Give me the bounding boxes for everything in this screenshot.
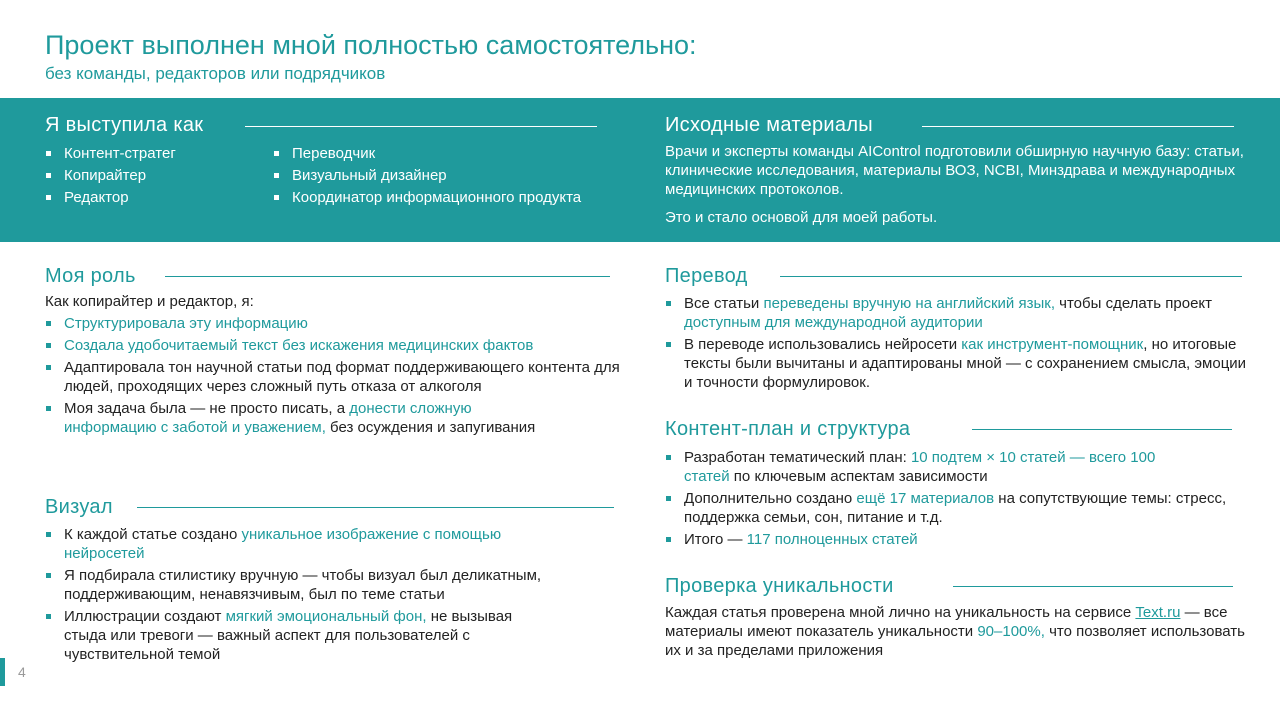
list-item: Адаптировала тон научной статьи под формат поддерживающего контента для людей, проходящих через сложный путь отказа от алкоголя <box>45 358 624 396</box>
text-run: Каждая статья проверена мной лично на уникальность на сервисе <box>665 604 1136 621</box>
highlight-text: ещё 17 материалов <box>856 490 995 507</box>
my-role-intro: Как копирайтер и редактор, я: <box>45 293 254 310</box>
text-run: Иллюстрации создают <box>64 608 226 625</box>
list-item: Я подбирала стилистику вручную — чтобы визуал был деликатным, поддерживающим, ненавязчивым, был по теме статьи <box>45 566 649 604</box>
textru-link[interactable]: Text.ru <box>1135 604 1181 621</box>
translation-divider <box>780 276 1242 277</box>
text-run: без осуждения и запугивания <box>325 419 536 436</box>
roles-list-2 <box>273 144 588 210</box>
content-plan-list <box>665 448 1255 552</box>
highlight-text: 10 подтем × 10 статей — всего 100 статей <box>684 449 1156 485</box>
list-item <box>45 399 544 437</box>
role-item: Копирайтер <box>45 166 255 185</box>
list-item <box>665 448 1194 486</box>
text-run: по ключевым аспектам зависимости <box>729 468 988 485</box>
intro-band <box>0 98 1280 242</box>
roles-heading: Я выступила как <box>45 114 204 136</box>
highlight-text: 90–100%, <box>977 623 1045 640</box>
uniqueness-divider <box>953 586 1233 587</box>
text-run: — все материалы имеют показатель уникальности <box>665 604 1228 640</box>
text-run: Разработан тематический план: <box>684 449 911 466</box>
my-role-heading: Моя роль <box>45 265 136 287</box>
list-item <box>45 525 524 563</box>
sources-heading: Исходные материалы <box>665 114 873 136</box>
text-run: на сопутствующие темы: стресс, поддержка семьи, сон, питание и т.д. <box>684 490 1227 526</box>
page-number: 4 <box>18 664 26 680</box>
list-item <box>665 489 1244 527</box>
highlight-text: уникальное изображение с помощью нейросетей <box>64 526 502 562</box>
highlight-text: 117 полноценных статей <box>746 531 918 548</box>
list-item <box>45 607 524 664</box>
sources-divider <box>922 126 1234 127</box>
highlight-text: доступным для международной аудитории <box>684 314 983 331</box>
translation-heading: Перевод <box>665 265 748 287</box>
role-item: Редактор <box>45 188 255 207</box>
role-item: Визуальный дизайнер <box>273 166 588 185</box>
text-run: Итого — <box>684 531 747 548</box>
uniqueness-heading: Проверка уникальности <box>665 575 894 597</box>
list-item <box>665 530 1255 549</box>
visual-divider <box>137 507 614 508</box>
page-marker <box>0 658 5 686</box>
list-item: Создала удобочитаемый текст без искажения медицинских фактов <box>45 336 635 355</box>
page-title: Проект выполнен мной полностью самостоятельно: <box>45 30 697 60</box>
text-run: чтобы сделать проект <box>1055 295 1213 312</box>
sources-note: Это и стало основой для моей работы. <box>665 209 938 226</box>
highlight-text: переведены вручную на английский язык, <box>763 295 1055 312</box>
text-run: что позволяет использовать их и за пределами приложения <box>665 623 1245 659</box>
list-item: Структурировала эту информацию <box>45 314 635 333</box>
role-item: Контент-стратег <box>45 144 255 163</box>
list-item <box>665 335 1254 392</box>
my-role-divider <box>165 276 610 277</box>
visual-list <box>45 525 645 667</box>
text-run: Дополнительно создано <box>684 490 857 507</box>
visual-heading: Визуал <box>45 496 113 518</box>
uniqueness-paragraph <box>665 603 1245 660</box>
page-subtitle: без команды, редакторов или подрядчиков <box>45 64 386 83</box>
text-run: Моя задача была — не просто писать, а <box>64 400 350 417</box>
text-run: , но итоговые тексты были вычитаны и адаптированы мной — с сохранением смысла, эмоции и точности формулировок. <box>684 336 1247 391</box>
content-plan-divider <box>972 429 1232 430</box>
text-run: не вызывая стыда или тревоги — важный аспект для пользователей с чувствительной темой <box>64 608 513 663</box>
list-item <box>665 294 1214 332</box>
role-item: Координатор информационного продукта <box>273 188 588 207</box>
sources-paragraph: Врачи и эксперты команды AIControl подготовили обширную научную базу: статьи, клинические исследования, материалы ВОЗ, NCBI, Минздрава и международных медицинских протоколов. <box>665 143 1244 198</box>
content-plan-heading: Контент-план и структура <box>665 418 911 440</box>
role-item: Переводчик <box>273 144 588 163</box>
text-run: К каждой статье создано <box>64 526 242 543</box>
text-run: В переводе использовались нейросети <box>684 336 962 353</box>
text-run: Все статьи <box>684 295 764 312</box>
roles-divider <box>245 126 597 127</box>
my-role-list <box>45 314 635 440</box>
highlight-text: донести сложную информацию с заботой и уважением, <box>64 400 472 436</box>
highlight-text: мягкий эмоциональный фон, <box>225 608 427 625</box>
highlight-text: как инструмент-помощник <box>961 336 1144 353</box>
translation-list <box>665 294 1255 395</box>
roles-list-1 <box>45 144 255 210</box>
